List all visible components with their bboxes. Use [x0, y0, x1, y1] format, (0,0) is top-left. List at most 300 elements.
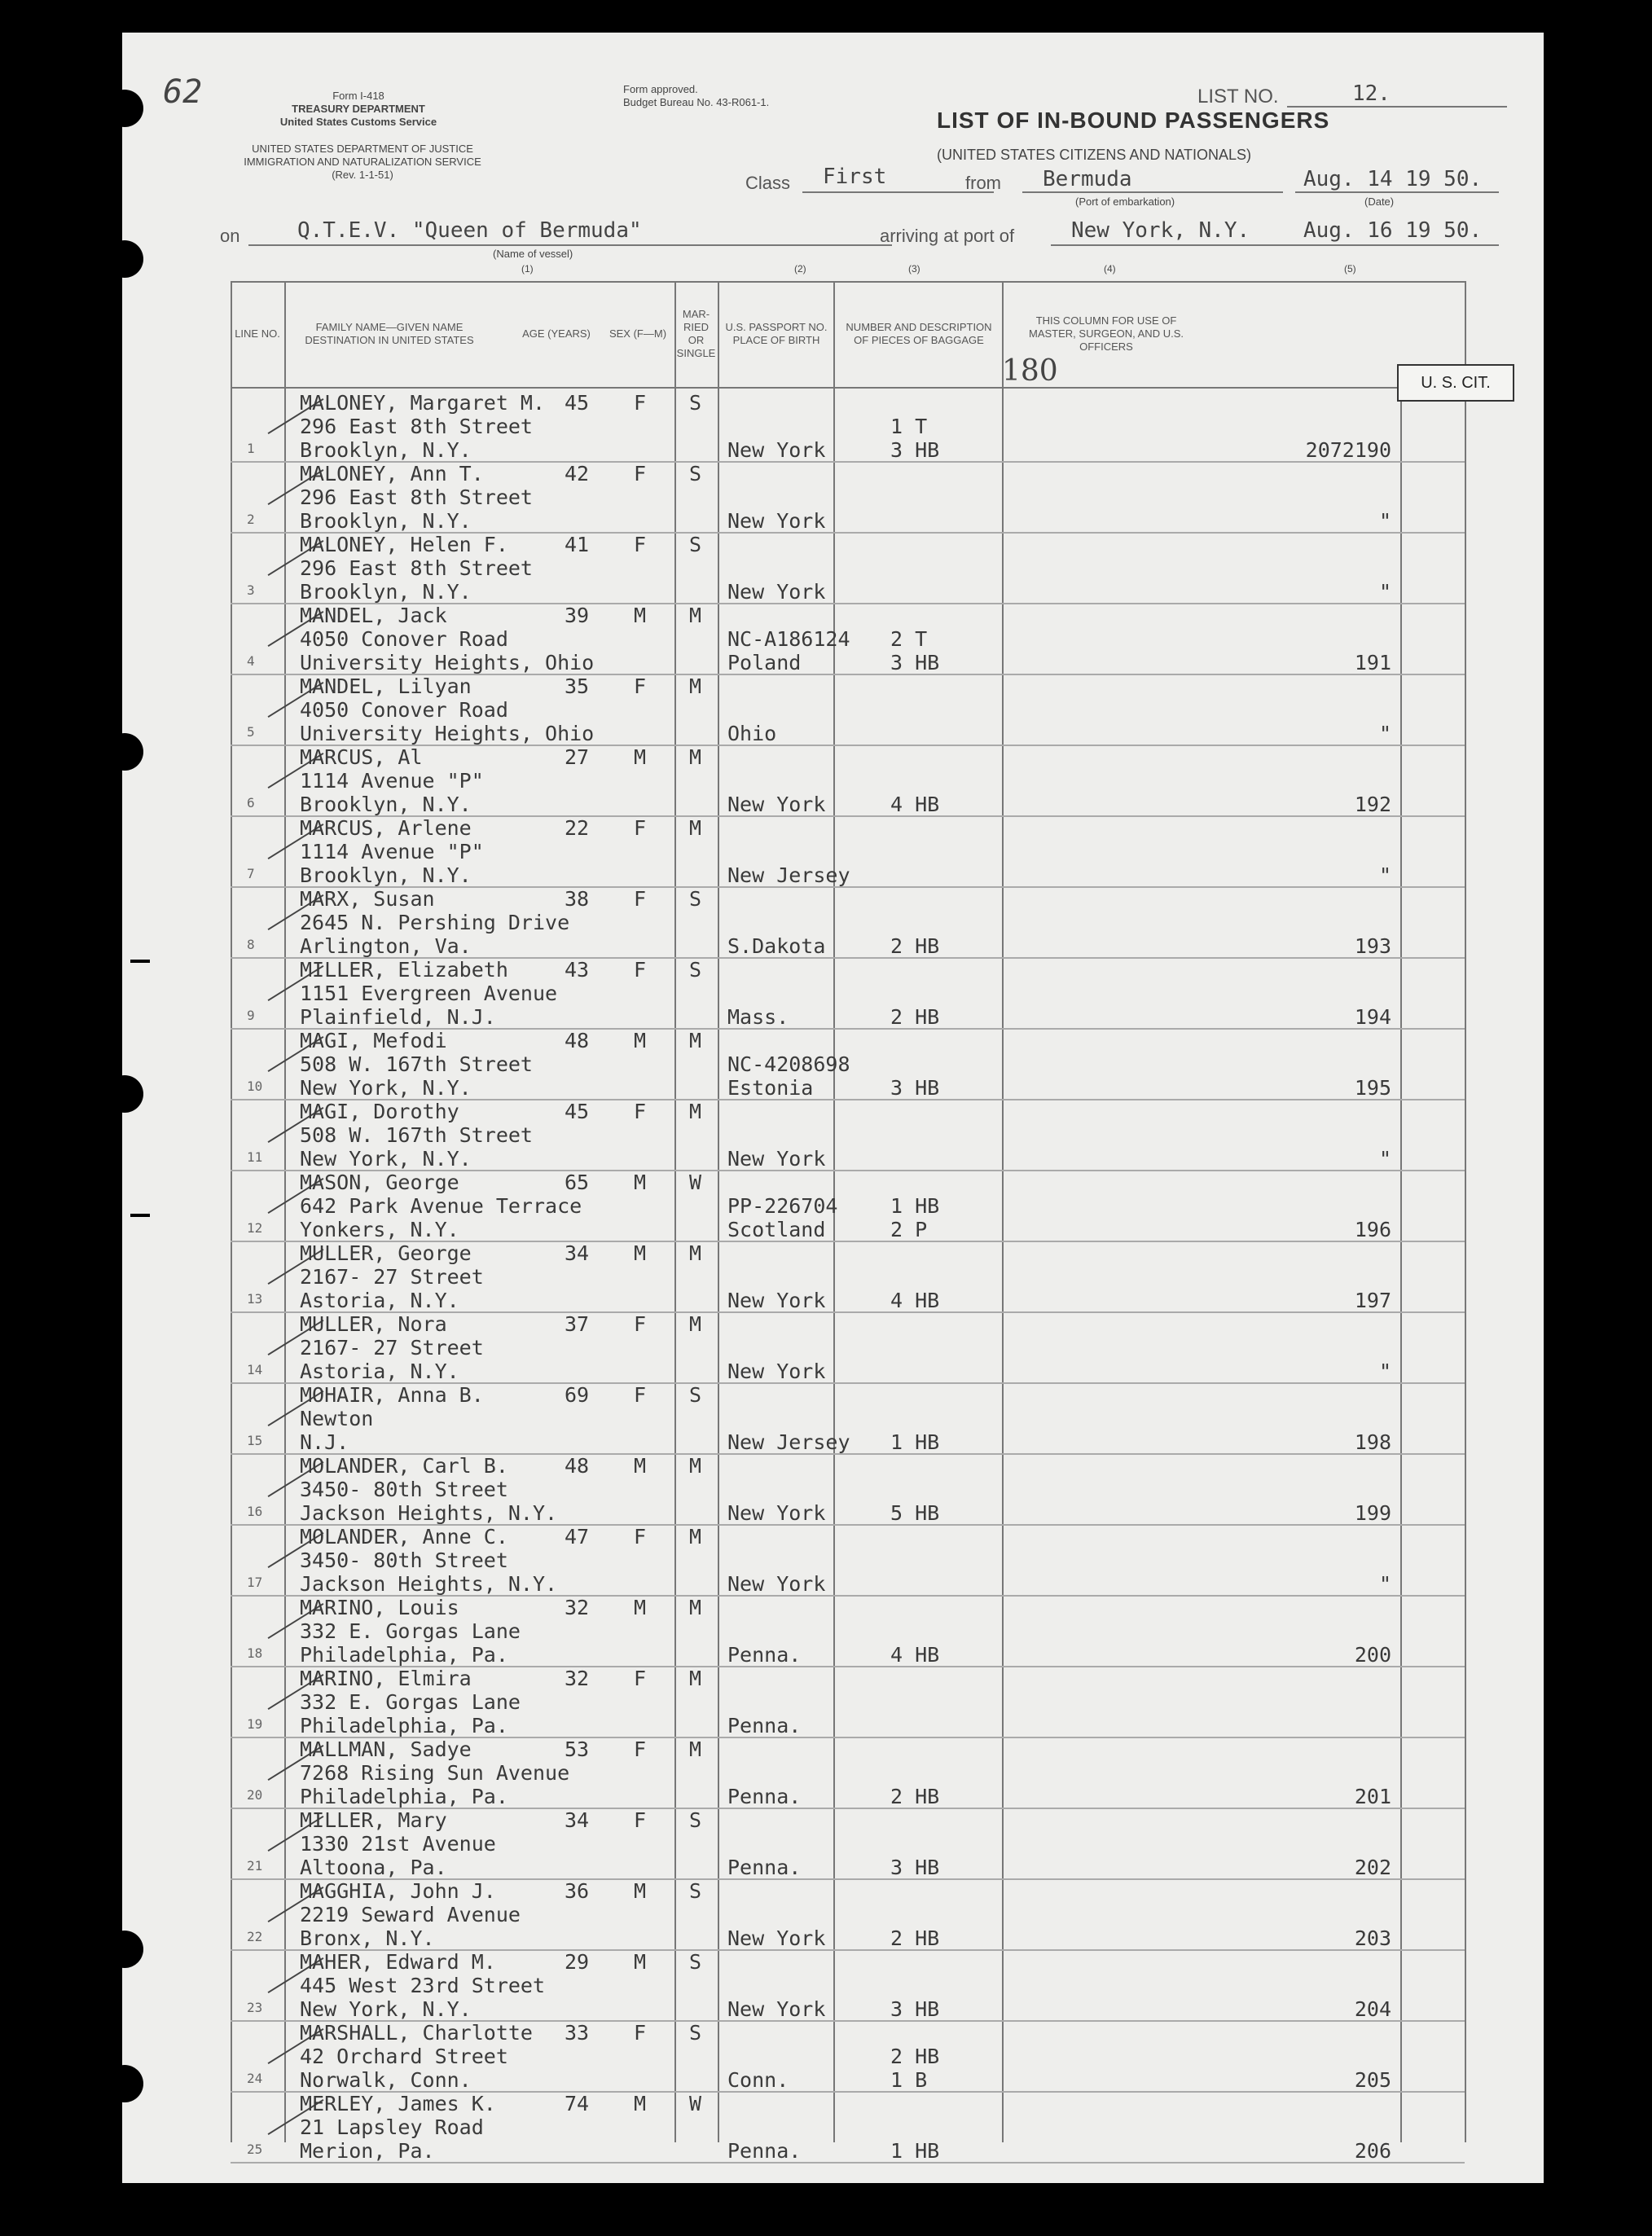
passenger-address: 296 East 8th Street: [300, 556, 533, 580]
passenger-sex: F: [634, 1737, 647, 1761]
passenger-city: Brooklyn, N.Y.: [300, 863, 472, 887]
passenger-city: N.J.: [300, 1430, 349, 1454]
form-block: [220, 90, 497, 129]
marital-status: W: [689, 1171, 702, 1194]
marital-status: M: [689, 1596, 702, 1619]
passenger-name: MARCUS, Al: [300, 745, 423, 769]
passenger-name: MANDEL, Jack: [300, 604, 447, 627]
col-sex: SEX (F—M): [609, 327, 667, 340]
table-row: [231, 462, 1465, 533]
baggage-line-2: 3 HB: [890, 438, 940, 462]
passenger-city: Jackson Heights, N.Y.: [300, 1572, 558, 1596]
arrival-port: New York, N.Y.: [1071, 218, 1250, 243]
marital-status: S: [689, 887, 702, 911]
date-embarked: Aug. 14 19 50.: [1303, 167, 1483, 191]
officer-entry: ": [1378, 1572, 1391, 1596]
table-row: [231, 745, 1465, 816]
passenger-name: MARSHALL, Charlotte: [300, 2021, 533, 2045]
passenger-name: MALLMAN, Sadye: [300, 1737, 472, 1761]
passenger-name: MOLANDER, Carl B.: [300, 1454, 508, 1478]
passenger-city: University Heights, Ohio: [300, 651, 595, 674]
place-of-birth: Poland: [727, 651, 802, 674]
baggage-line-2: 3 HB: [890, 1076, 940, 1100]
officer-entry: 197: [1354, 1289, 1391, 1312]
passenger-address: 3450- 80th Street: [300, 1478, 508, 1501]
passenger-address: 42 Orchard Street: [300, 2045, 508, 2068]
page-title: LIST OF IN-BOUND PASSENGERS: [937, 108, 1330, 133]
passenger-sex: M: [634, 1879, 647, 1903]
passenger-sex: M: [634, 1596, 647, 1619]
passenger-sex: M: [634, 1171, 647, 1194]
place-of-birth: New York: [727, 1572, 826, 1596]
marital-status: M: [689, 604, 702, 627]
place-of-birth: New Jersey: [727, 1430, 850, 1454]
passenger-name: MANDEL, Lilyan: [300, 674, 472, 698]
line-number: 15: [247, 1433, 263, 1448]
col-name: FAMILY NAME—GIVEN NAME DESTINATION IN UNITED STATES: [305, 321, 474, 346]
passenger-sex: F: [634, 1667, 647, 1690]
from-value: Bermuda: [1043, 167, 1132, 191]
baggage-line-2: 2 HB: [890, 1785, 940, 1808]
form-ins: IMMIGRATION AND NATURALIZATION SERVICE: [244, 156, 481, 168]
vessel-caption: (Name of vessel): [493, 248, 573, 260]
table-row: [231, 1100, 1465, 1171]
passenger-sex: M: [634, 1029, 647, 1052]
passenger-name: MARX, Susan: [300, 887, 435, 911]
passenger-age: 33: [565, 2021, 590, 2045]
passenger-age: 48: [565, 1454, 590, 1478]
table-row: [231, 1383, 1465, 1454]
place-of-birth: S.Dakota: [727, 934, 826, 958]
passenger-city: Altoona, Pa.: [300, 1856, 447, 1879]
passenger-address: 4050 Conover Road: [300, 627, 508, 651]
passenger-age: 45: [565, 391, 590, 415]
port-caption: (Port of embarkation): [1075, 195, 1175, 208]
passenger-age: 38: [565, 887, 590, 911]
line-number: 17: [247, 1575, 263, 1590]
passenger-address: 1151 Evergreen Avenue: [300, 982, 558, 1005]
officer-entry: 191: [1354, 651, 1391, 674]
passenger-city: Jackson Heights, N.Y.: [300, 1501, 558, 1525]
officer-entry: ": [1378, 509, 1391, 533]
manifest-page: [122, 33, 1544, 2183]
justice-block: [187, 143, 538, 182]
table-row: [231, 674, 1465, 745]
passenger-city: Astoria, N.Y.: [300, 1360, 459, 1383]
marital-status: M: [689, 1312, 702, 1336]
passenger-name: MALONEY, Margaret M.: [300, 391, 546, 415]
col-num-4: (4): [1104, 263, 1116, 275]
passenger-city: New York, N.Y.: [300, 1076, 472, 1100]
place-of-birth: Mass.: [727, 1005, 789, 1029]
place-of-birth: Estonia: [727, 1076, 814, 1100]
baggage-line-2: 3 HB: [890, 1997, 940, 2021]
passenger-city: Merion, Pa.: [300, 2139, 435, 2163]
list-no: 12.: [1352, 81, 1391, 106]
baggage-line-2: 1 HB: [890, 1430, 940, 1454]
class-value: First: [823, 165, 887, 189]
passenger-name: MULLER, Nora: [300, 1312, 447, 1336]
officer-entry: 195: [1354, 1076, 1391, 1100]
marital-status: M: [689, 1029, 702, 1052]
passenger-sex: F: [634, 1808, 647, 1832]
baggage-line-1: 2 HB: [890, 2045, 940, 2068]
passenger-address: 3450- 80th Street: [300, 1549, 508, 1572]
table-row: [231, 1029, 1465, 1100]
passenger-name: MASON, George: [300, 1171, 459, 1194]
place-of-birth: Penna.: [727, 1714, 802, 1737]
passenger-age: 37: [565, 1312, 590, 1336]
line-number: 1: [247, 441, 255, 456]
officer-entry: 206: [1354, 2139, 1391, 2163]
passenger-city: New York, N.Y.: [300, 1147, 472, 1171]
passenger-age: 74: [565, 2092, 590, 2115]
on-label: on: [220, 226, 240, 246]
passenger-sex: F: [634, 674, 647, 698]
line-number: 23: [247, 2000, 263, 2015]
place-of-birth: New York: [727, 580, 826, 604]
place-of-birth: New York: [727, 438, 826, 462]
line-number: 6: [247, 795, 255, 810]
passenger-address: 2645 N. Pershing Drive: [300, 911, 570, 934]
baggage-line-2: 3 HB: [890, 1856, 940, 1879]
vessel-name: Q.T.E.V. "Queen of Bermuda": [297, 218, 642, 243]
col-age: AGE (YEARS): [522, 327, 591, 340]
place-of-birth: New Jersey: [727, 863, 850, 887]
officer-entry: 198: [1354, 1430, 1391, 1454]
baggage-line-1: 1 T: [890, 415, 928, 438]
passenger-city: Philadelphia, Pa.: [300, 1643, 508, 1667]
marital-status: S: [689, 958, 702, 982]
col-married: MAR-RIED OR SINGLE: [676, 308, 716, 359]
officer-entry: 193: [1354, 934, 1391, 958]
place-of-birth: New York: [727, 1360, 826, 1383]
passenger-address: 7268 Rising Sun Avenue: [300, 1761, 570, 1785]
line-number: 14: [247, 1362, 263, 1377]
passenger-address: 296 East 8th Street: [300, 415, 533, 438]
place-of-birth: Penna.: [727, 2139, 802, 2163]
passenger-address: 1114 Avenue "P": [300, 840, 484, 863]
line-number: 12: [247, 1220, 263, 1236]
passenger-sex: F: [634, 2021, 647, 2045]
baggage-line-2: 2 P: [890, 1218, 928, 1241]
marital-status: S: [689, 1879, 702, 1903]
passenger-address: 296 East 8th Street: [300, 485, 533, 509]
passenger-age: 39: [565, 604, 590, 627]
line-number: 22: [247, 1929, 263, 1944]
passenger-age: 34: [565, 1241, 590, 1265]
passenger-city: Norwalk, Conn.: [300, 2068, 472, 2092]
passenger-table: [231, 281, 1465, 2163]
passenger-address: 21 Lapsley Road: [300, 2115, 484, 2139]
passenger-address: 332 E. Gorgas Lane: [300, 1690, 521, 1714]
passenger-city: Brooklyn, N.Y.: [300, 509, 472, 533]
form-budget: Budget Bureau No. 43-R061-1.: [623, 96, 770, 108]
passenger-sex: M: [634, 604, 647, 627]
marital-status: S: [689, 1950, 702, 1974]
line-number: 11: [247, 1149, 263, 1165]
punch-hole: [106, 240, 143, 278]
baggage-line-2: 4 HB: [890, 1643, 940, 1667]
line-number: 4: [247, 653, 255, 669]
list-no-label: LIST NO.: [1197, 86, 1279, 108]
marital-status: S: [689, 1383, 702, 1407]
officer-entry: ": [1378, 1147, 1391, 1171]
table-row: [231, 816, 1465, 887]
officer-entry: 196: [1354, 1218, 1391, 1241]
table-row: [231, 958, 1465, 1029]
passenger-address: 1330 21st Avenue: [300, 1832, 496, 1856]
table-row: [231, 604, 1465, 674]
passenger-age: 53: [565, 1737, 590, 1761]
table-row: [231, 1241, 1465, 1312]
marital-status: M: [689, 1241, 702, 1265]
officer-entry: 200: [1354, 1643, 1391, 1667]
marital-status: M: [689, 1454, 702, 1478]
passenger-age: 47: [565, 1525, 590, 1549]
place-of-birth: New York: [727, 1147, 826, 1171]
line-number: 2: [247, 512, 255, 527]
passenger-name: MARINO, Louis: [300, 1596, 459, 1619]
line-number: 10: [247, 1078, 263, 1094]
passenger-name: MILLER, Elizabeth: [300, 958, 508, 982]
table-row: [231, 1596, 1465, 1667]
place-of-birth: New York: [727, 1289, 826, 1312]
place-of-birth: New York: [727, 509, 826, 533]
passenger-age: 42: [565, 462, 590, 485]
passenger-name: MAGGHIA, John J.: [300, 1879, 496, 1903]
passenger-city: Philadelphia, Pa.: [300, 1785, 508, 1808]
form-justice: UNITED STATES DEPARTMENT OF JUSTICE: [252, 143, 473, 155]
col-line: LINE NO.: [235, 327, 280, 340]
col-num-2: (2): [794, 263, 806, 275]
line-number: 21: [247, 1858, 263, 1874]
passenger-sex: F: [634, 1100, 647, 1123]
officer-entry: 192: [1354, 793, 1391, 816]
passenger-name: MOHAIR, Anna B.: [300, 1383, 484, 1407]
passenger-sex: F: [634, 887, 647, 911]
passenger-age: 32: [565, 1667, 590, 1690]
place-of-birth: Scotland: [727, 1218, 826, 1241]
passenger-sex: M: [634, 1454, 647, 1478]
place-of-birth: Penna.: [727, 1785, 802, 1808]
line-number: 8: [247, 937, 255, 952]
passenger-address: 2167- 27 Street: [300, 1265, 484, 1289]
place-of-birth: New York: [727, 1997, 826, 2021]
officer-entry: 199: [1354, 1501, 1391, 1525]
table-row: [231, 1950, 1465, 2021]
passenger-age: 69: [565, 1383, 590, 1407]
passenger-address: 2167- 27 Street: [300, 1336, 484, 1360]
passenger-city: Bronx, N.Y.: [300, 1926, 435, 1950]
table-row: [231, 887, 1465, 958]
passenger-age: 43: [565, 958, 590, 982]
table-row: [231, 2092, 1465, 2163]
date-arrival: Aug. 16 19 50.: [1303, 218, 1483, 243]
passenger-address: 2219 Seward Avenue: [300, 1903, 521, 1926]
passenger-city: Brooklyn, N.Y.: [300, 793, 472, 816]
row-divider: [231, 2162, 1465, 2164]
passenger-city: Philadelphia, Pa.: [300, 1714, 508, 1737]
passenger-sex: M: [634, 2092, 647, 2115]
form-rev: (Rev. 1-1-51): [332, 169, 393, 181]
officer-entry: 202: [1354, 1856, 1391, 1879]
arriving-label: arriving at port of: [880, 226, 1015, 246]
passenger-city: Brooklyn, N.Y.: [300, 580, 472, 604]
marital-status: W: [689, 2092, 702, 2115]
passenger-city: Arlington, Va.: [300, 934, 472, 958]
line-number: 18: [247, 1645, 263, 1661]
passenger-city: Yonkers, N.Y.: [300, 1218, 459, 1241]
edge-mark: [130, 1214, 150, 1217]
passenger-age: 27: [565, 745, 590, 769]
page-subtitle: (UNITED STATES CITIZENS AND NATIONALS): [937, 147, 1252, 163]
passenger-address: 1114 Avenue "P": [300, 769, 484, 793]
marital-status: M: [689, 745, 702, 769]
col-passport: U.S. PASSPORT NO. PLACE OF BIRTH: [725, 321, 828, 346]
marital-status: M: [689, 816, 702, 840]
passenger-age: 36: [565, 1879, 590, 1903]
passport-number: NC-A186124: [727, 627, 850, 651]
passenger-city: Astoria, N.Y.: [300, 1289, 459, 1312]
punch-hole: [106, 2065, 143, 2102]
table-row: [231, 1454, 1465, 1525]
table-row: [231, 533, 1465, 604]
passenger-name: MULLER, George: [300, 1241, 472, 1265]
line-number: 5: [247, 724, 255, 740]
marital-status: S: [689, 462, 702, 485]
passenger-city: Plainfield, N.J.: [300, 1005, 496, 1029]
place-of-birth: New York: [727, 1926, 826, 1950]
passenger-age: 45: [565, 1100, 590, 1123]
baggage-line-2: 4 HB: [890, 1289, 940, 1312]
form-service: United States Customs Service: [279, 116, 437, 128]
table-row: [231, 1312, 1465, 1383]
officer-entry: 201: [1354, 1785, 1391, 1808]
marital-status: S: [689, 533, 702, 556]
passenger-address: 642 Park Avenue Terrace: [300, 1194, 582, 1218]
officer-entry: ": [1378, 1360, 1391, 1383]
col-num-5: (5): [1344, 263, 1356, 275]
passenger-city: Brooklyn, N.Y.: [300, 438, 472, 462]
line-number: 20: [247, 1787, 263, 1803]
baggage-line-1: 2 T: [890, 627, 928, 651]
date-caption: (Date): [1364, 195, 1395, 208]
passenger-address: 508 W. 167th Street: [300, 1123, 533, 1147]
officer-note: 180: [1002, 354, 1058, 388]
passenger-name: MAHER, Edward M.: [300, 1950, 496, 1974]
passenger-city: New York, N.Y.: [300, 1997, 472, 2021]
baggage-line-2: 1 HB: [890, 2139, 940, 2163]
passenger-name: MALONEY, Helen F.: [300, 533, 508, 556]
col-officers: THIS COLUMN FOR USE OF MASTER, SURGEON, AND U.S. OFFICERS: [1029, 314, 1184, 353]
passenger-age: 32: [565, 1596, 590, 1619]
passenger-sex: F: [634, 1525, 647, 1549]
marital-status: M: [689, 1100, 702, 1123]
table-row: [231, 1667, 1465, 1737]
passenger-city: University Heights, Ohio: [300, 722, 595, 745]
table-row: [231, 1525, 1465, 1596]
baggage-line-1: 1 HB: [890, 1194, 940, 1218]
marital-status: S: [689, 1808, 702, 1832]
officer-entry: 203: [1354, 1926, 1391, 1950]
passenger-age: 34: [565, 1808, 590, 1832]
place-of-birth: Penna.: [727, 1643, 802, 1667]
passenger-name: MARCUS, Arlene: [300, 816, 472, 840]
line-number: 24: [247, 2071, 263, 2086]
col-num-1: (1): [521, 263, 534, 275]
baggage-line-2: 2 HB: [890, 1926, 940, 1950]
marital-status: M: [689, 1737, 702, 1761]
passenger-sex: F: [634, 462, 647, 485]
line-number: 9: [247, 1008, 255, 1023]
passenger-address: 332 E. Gorgas Lane: [300, 1619, 521, 1643]
form-number: Form I-418: [332, 90, 384, 102]
officer-entry: ": [1378, 722, 1391, 745]
passenger-age: 41: [565, 533, 590, 556]
place-of-birth: Conn.: [727, 2068, 789, 2092]
passenger-sex: F: [634, 533, 647, 556]
passenger-sex: F: [634, 391, 647, 415]
table-row: [231, 1879, 1465, 1950]
place-of-birth: New York: [727, 1501, 826, 1525]
edge-mark: [130, 960, 150, 963]
passport-number: NC-4208698: [727, 1052, 850, 1076]
passenger-age: 22: [565, 816, 590, 840]
officer-entry: 205: [1354, 2068, 1391, 2092]
baggage-line-2: 5 HB: [890, 1501, 940, 1525]
officer-entry: 194: [1354, 1005, 1391, 1029]
corner-mark: 62: [163, 73, 203, 111]
line-number: 25: [247, 2142, 263, 2157]
marital-status: M: [689, 1525, 702, 1549]
passenger-name: MARINO, Elmira: [300, 1667, 472, 1690]
passenger-name: MALONEY, Ann T.: [300, 462, 484, 485]
passenger-age: 35: [565, 674, 590, 698]
passenger-age: 48: [565, 1029, 590, 1052]
table-row: [231, 391, 1465, 462]
marital-status: S: [689, 2021, 702, 2045]
line-number: 7: [247, 866, 255, 881]
passenger-age: 29: [565, 1950, 590, 1974]
punch-hole: [106, 1075, 143, 1113]
officer-entry: ": [1378, 863, 1391, 887]
baggage-line-2: 1 B: [890, 2068, 928, 2092]
col-num-3: (3): [908, 263, 920, 275]
punch-hole: [106, 90, 143, 127]
table-row: [231, 1808, 1465, 1879]
passenger-sex: M: [634, 1950, 647, 1974]
class-label: Class: [745, 173, 791, 193]
officer-entry: ": [1378, 580, 1391, 604]
passenger-name: MAGI, Dorothy: [300, 1100, 459, 1123]
baggage-line-2: 3 HB: [890, 651, 940, 674]
marital-status: M: [689, 674, 702, 698]
marital-status: M: [689, 1667, 702, 1690]
form-approved: Form approved.: [623, 83, 698, 95]
punch-hole: [106, 733, 143, 771]
officer-entry: 2072190: [1305, 438, 1391, 462]
line-number: 16: [247, 1504, 263, 1519]
from-label: from: [965, 173, 1001, 193]
passenger-sex: F: [634, 958, 647, 982]
passenger-name: MAGI, Mefodi: [300, 1029, 447, 1052]
passenger-name: MOLANDER, Anne C.: [300, 1525, 508, 1549]
passenger-address: Newton: [300, 1407, 374, 1430]
place-of-birth: Ohio: [727, 722, 777, 745]
line-number: 19: [247, 1716, 263, 1732]
line-number: 3: [247, 582, 255, 598]
